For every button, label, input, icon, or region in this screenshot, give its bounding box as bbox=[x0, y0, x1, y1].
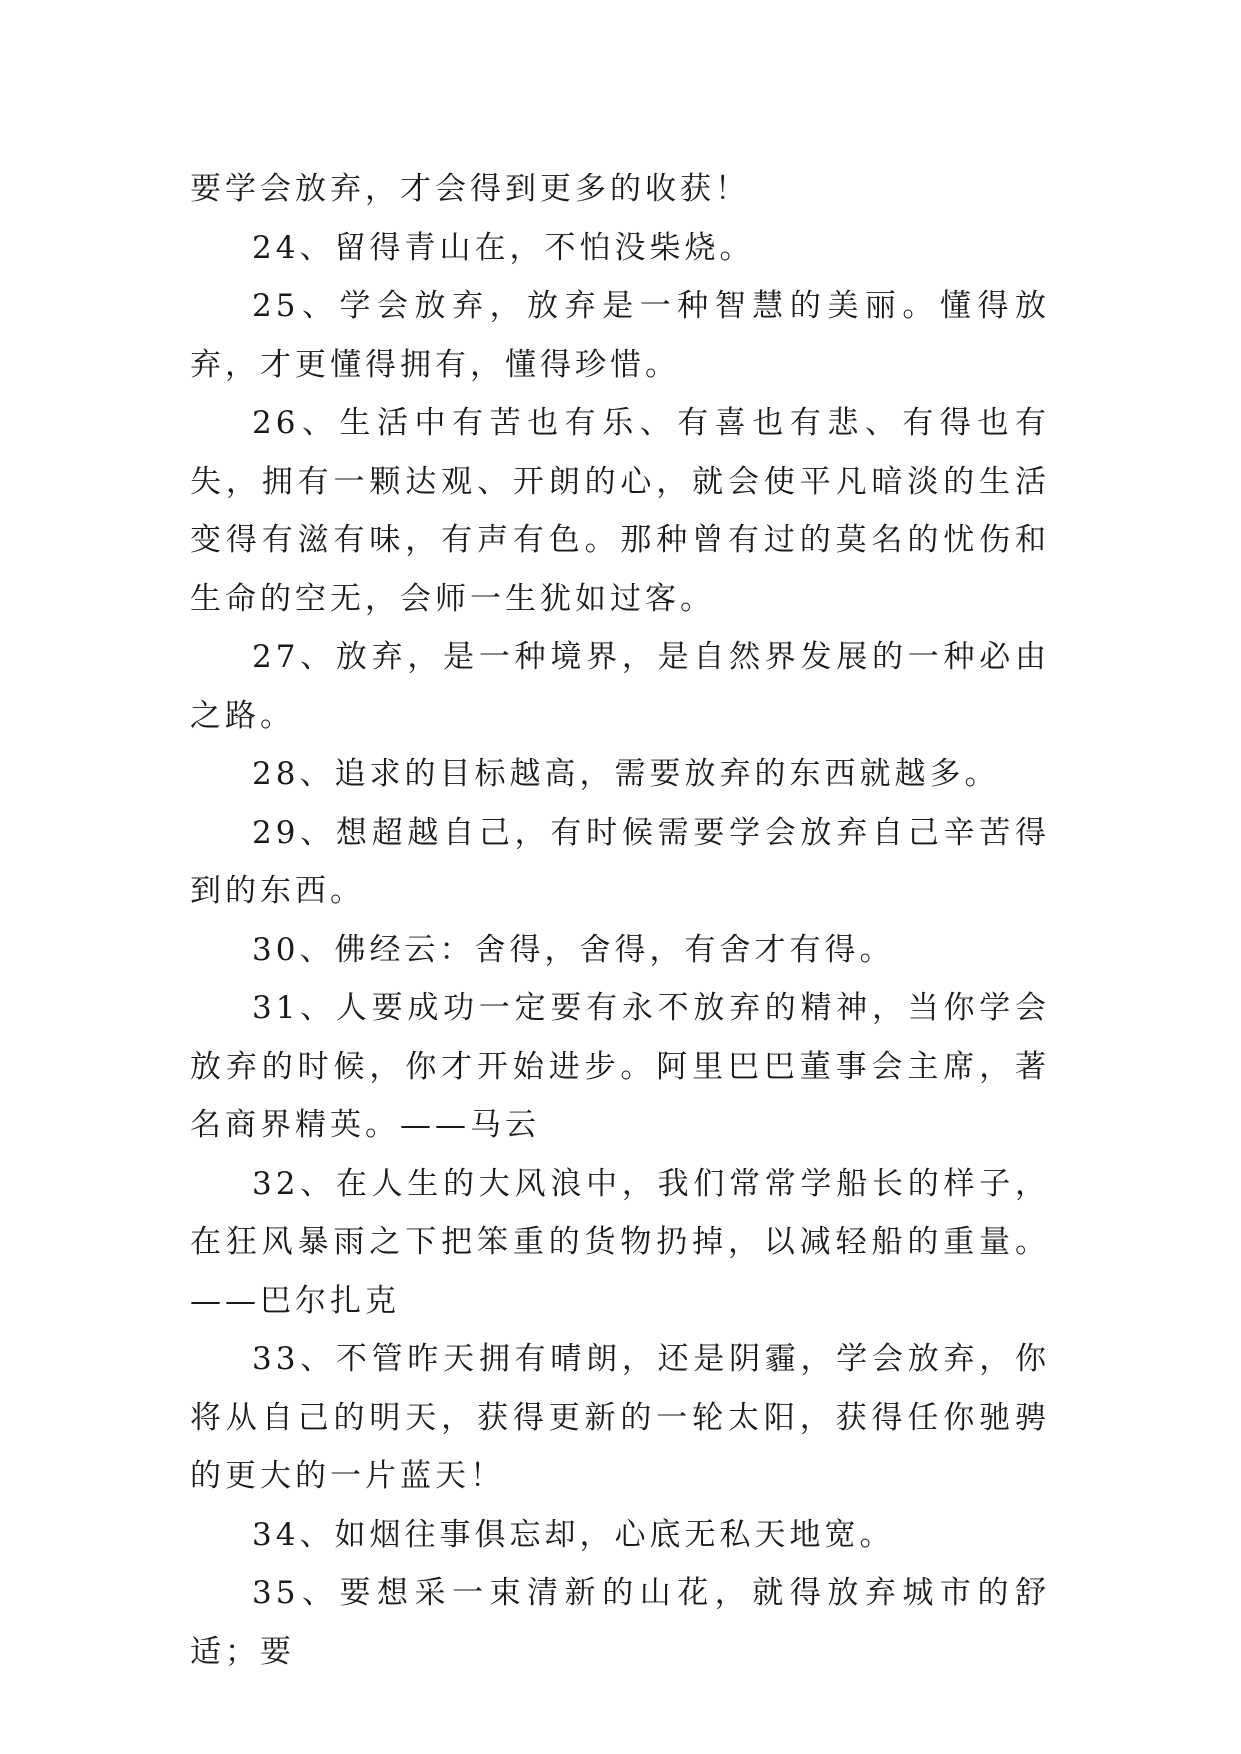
paragraph-32: 32、在人生的大风浪中，我们常常学船长的样子，在狂风暴雨之下把笨重的货物扔掉，以减轻船的重量。——巴尔扎克 bbox=[190, 1165, 1050, 1319]
paragraph-33: 33、不管昨天拥有晴朗，还是阴霾，学会放弃，你将从自己的明天，获得更新的一轮太阳，获得任你驰骋的更大的一片蓝天！ bbox=[190, 1341, 1050, 1494]
paragraph-24: 24、留得青山在，不怕没柴烧。 bbox=[252, 229, 755, 266]
paragraph-continuation: 要学会放弃，才会得到更多的收获！ bbox=[190, 171, 750, 207]
document-body bbox=[190, 160, 1050, 1681]
paragraph-30: 30、佛经云：舍得，舍得，有舍才有得。 bbox=[252, 931, 895, 968]
paragraph-27: 27、放弃，是一种境界，是自然界发展的一种必由之路。 bbox=[190, 639, 1050, 734]
paragraph-34: 34、如烟往事俱忘却，心底无私天地宽。 bbox=[252, 1516, 895, 1553]
paragraph-28: 28、追求的目标越高，需要放弃的东西就越多。 bbox=[252, 756, 1000, 792]
paragraph-29: 29、想超越自己，有时候需要学会放弃自己辛苦得到的东西。 bbox=[190, 814, 1050, 909]
paragraph-25: 25、学会放弃，放弃是一种智慧的美丽。懂得放弃，才更懂得拥有，懂得珍惜。 bbox=[190, 288, 1050, 383]
paragraph-35: 35、要想采一束清新的山花，就得放弃城市的舒适；要 bbox=[190, 1575, 1050, 1670]
paragraph-26: 26、生活中有苦也有乐、有喜也有悲、有得也有失，拥有一颗达观、开朗的心，就会使平凡暗淡的生活变得有滋有味，有声有色。那种曾有过的莫名的忧伤和生命的空无，会师一生犹如过客。 bbox=[190, 405, 1050, 617]
paragraph-31: 31、人要成功一定要有永不放弃的精神，当你学会放弃的时候，你才开始进步。阿里巴巴董事会主席，著名商界精英。——马云 bbox=[190, 990, 1050, 1143]
